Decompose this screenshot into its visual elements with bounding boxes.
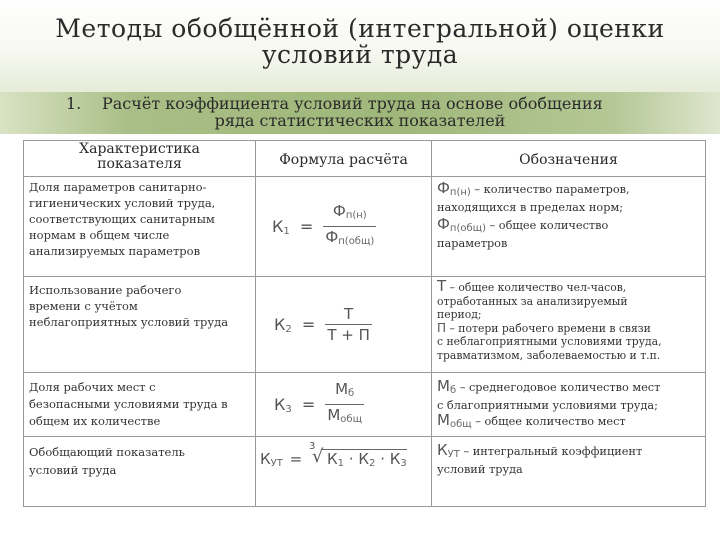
radical-icon: √ [312, 446, 324, 467]
notation-symbol: Т [437, 277, 447, 295]
formula-eq: = [301, 315, 316, 334]
title-line-1: Методы обобщённой (интегральной) оценки [55, 14, 665, 43]
row2-char-line: неблагоприятных условий труда [29, 315, 229, 329]
formula-fraction [325, 304, 372, 345]
formula-k3 [256, 379, 431, 430]
fraction-denominator: Т + П [327, 326, 370, 344]
row1-notation [432, 177, 706, 277]
row1-char-line: нормам в общем числе [29, 228, 170, 242]
header-characteristic [24, 141, 256, 177]
row3-char-line: безопасными условиями труда в [29, 397, 228, 411]
notation-text: – интегральный коэффициент [459, 445, 643, 458]
notation-text: – общее количество [485, 219, 609, 232]
row2-characteristic [24, 277, 256, 373]
row2-char-line: Использование рабочего [29, 283, 182, 297]
formula-lhs: $К_3$ [274, 394, 292, 415]
notation-symbol: $К_{УТ}$ [437, 441, 460, 460]
row3-formula [256, 373, 432, 437]
notation-text: отработанных за анализируемый [437, 294, 628, 308]
table-row [24, 277, 706, 373]
row1-formula [256, 177, 432, 277]
notation-text: условий труда [437, 463, 523, 476]
fraction-denominator: $Ф_{п(общ)}$ [325, 228, 375, 247]
subtitle-number: 1. [66, 94, 82, 113]
table-header-row [24, 141, 706, 177]
notation-text: – общее количество чел-часов, [446, 281, 627, 294]
table-row [24, 373, 706, 437]
row3-char-line: Доля рабочих мест с [29, 380, 156, 394]
notation-symbol: $М_{общ}$ [437, 411, 472, 430]
formula-k2 [256, 304, 431, 345]
row4-characteristic [24, 437, 256, 507]
notation-symbol: $Ф_{п(общ)}$ [437, 215, 486, 234]
notation-symbol: $М_б$ [437, 377, 457, 396]
header-notation-label: Обозначения [519, 152, 618, 168]
header-characteristic-line-1: Характеристика [79, 141, 200, 157]
radicand: $К_1 \cdot К_2 \cdot К_3$ [321, 449, 407, 469]
row1-char-line: анализируемых параметров [29, 244, 201, 258]
row3-char-line: общем их количестве [29, 414, 161, 428]
formula-eq: = [289, 450, 303, 468]
subtitle-band [0, 92, 720, 134]
fraction-numerator: Т [325, 304, 372, 325]
root-index: 3 [309, 441, 316, 452]
notation-text: период; [437, 308, 482, 321]
formula-fraction [325, 379, 364, 430]
notation-text: параметров [437, 237, 508, 250]
formula-eq: = [299, 217, 314, 236]
formula-eq: = [301, 395, 316, 414]
notation-text: находящихся в пределах норм; [437, 201, 624, 214]
header-notation [432, 141, 706, 177]
notation-text: с неблагоприятными условиями труда, [437, 335, 662, 348]
row1-char-line: гигиенических условий труда, [29, 196, 216, 210]
notation-text: с благоприятными условиями труда; [437, 399, 658, 412]
fraction-numerator: $М_б$ [325, 379, 364, 405]
notation-text: – общее количество мест [471, 415, 626, 428]
row4-notation [432, 437, 706, 507]
fraction-denominator: $М_{общ}$ [327, 406, 362, 425]
header-characteristic-line-2: показателя [97, 156, 182, 172]
formula-lhs: $К_{УТ}$ [260, 450, 283, 469]
notation-text: – среднегодовое количество мест [456, 381, 661, 394]
fraction-numerator: $Ф_{п(н)}$ [323, 201, 376, 227]
notation-text: травматизмом, заболеваемостью и т.п. [437, 348, 661, 362]
subtitle-line-2: ряда статистических показателей [214, 111, 506, 130]
notation-text: – количество параметров, [470, 183, 630, 196]
row3-characteristic [24, 373, 256, 437]
formula-kut [256, 441, 431, 469]
header-formula [256, 141, 432, 177]
slide-title [0, 0, 720, 92]
notation-symbol: П [437, 320, 447, 335]
methods-table [23, 140, 706, 507]
row1-characteristic [24, 177, 256, 277]
table-row [24, 437, 706, 507]
row4-char-line: Обобщающий показатель [29, 445, 185, 459]
row4-char-line: условий труда [29, 463, 117, 477]
row4-formula [256, 437, 432, 507]
row2-formula [256, 277, 432, 373]
formula-lhs: $К_2$ [274, 314, 292, 335]
header-formula-label: Формула расчёта [279, 152, 408, 168]
row2-notation [432, 277, 706, 373]
formula-fraction [323, 201, 376, 252]
row2-char-line: времени с учётом [29, 299, 138, 313]
row1-char-line: Доля параметров санитарно- [29, 180, 207, 194]
formula-k1 [256, 201, 431, 252]
notation-text: – потери рабочего времени в связи [446, 321, 651, 335]
notation-symbol: $Ф_{п(н)}$ [437, 179, 471, 198]
subtitle-line-1: Расчёт коэффициента условий труда на основе обобщения [102, 94, 603, 113]
formula-lhs: $К_1$ [272, 216, 290, 237]
title-line-2: условий труда [261, 40, 459, 69]
row1-char-line: соответствующих санитарным [29, 212, 215, 226]
root-sign [309, 441, 407, 469]
row3-notation [432, 373, 706, 437]
table-row [24, 177, 706, 277]
